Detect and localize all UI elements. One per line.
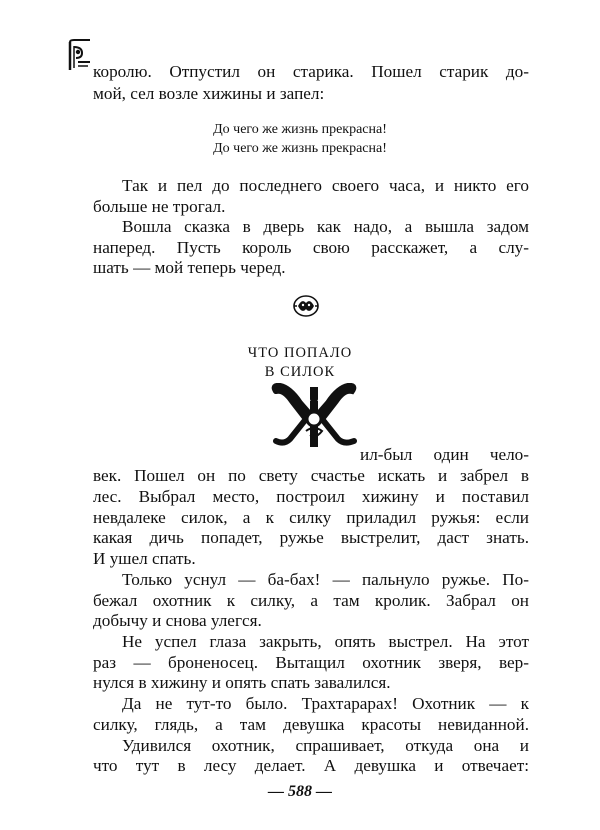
text-line: век. Пошел он по свету счастье искать и забрел в bbox=[93, 466, 529, 485]
story-title-line-1: ЧТО ПОПАЛО bbox=[247, 345, 353, 361]
text-line: больше не трогал. bbox=[93, 197, 226, 216]
text-line: Не успел глаза закрыть, опять выстрел. На этот bbox=[122, 632, 529, 651]
text-line: ил-был один чело- bbox=[360, 445, 529, 464]
text-line: какая дичь попадет, ружье выстрелит, даст знать. bbox=[93, 528, 529, 547]
text-line: И ушел спать. bbox=[93, 549, 196, 568]
text-line: шать — мой теперь черед. bbox=[93, 258, 286, 277]
text-line: королю. Отпустил он старика. Пошел старик до- bbox=[93, 62, 529, 81]
text-line: Удивился охотник, спрашивает, откуда она и bbox=[122, 736, 529, 755]
text-line: Только уснул — ба-бах! — пальнуло ружье. По- bbox=[122, 570, 529, 589]
text-line: лес. Выбрал место, построил хижину и поставил bbox=[93, 487, 529, 506]
drop-cap-letter: Ж bbox=[270, 383, 271, 384]
poem-line: До чего же жизнь прекрасна! bbox=[213, 122, 387, 137]
text-line: Да не тут-то было. Трахтарарах! Охотник — к bbox=[122, 694, 529, 713]
text-line: бежал охотник к силку, а там кролик. Забрал он bbox=[93, 591, 529, 610]
text-line: силку, глядь, а там девушка красоты невиданной. bbox=[93, 715, 529, 734]
text-line: Вошла сказка в дверь как надо, а вышла задом bbox=[122, 217, 529, 236]
page-number: — 588 — bbox=[268, 783, 332, 800]
text-line: Так и пел до последнего своего часа, и никто его bbox=[122, 176, 529, 195]
poem-line: До чего же жизнь прекрасна! bbox=[213, 141, 387, 156]
text-line: добычу и снова улегся. bbox=[93, 611, 262, 630]
text-line: что тут в лесу делает. А девушка и отвечает: bbox=[93, 756, 529, 775]
story-title-line-2: В СИЛОК bbox=[264, 364, 336, 380]
text-line: нулся в хижину и опять спать завалился. bbox=[93, 673, 391, 692]
text-line: наперед. Пусть король свою расскажет, а слу- bbox=[93, 238, 529, 257]
corner-ornament-icon bbox=[66, 38, 94, 72]
text-line: мой, сел возле хижины и запел: bbox=[93, 84, 325, 103]
section-ornament-icon bbox=[292, 294, 320, 318]
text-line: раз — броненосец. Вытащил охотник зверя, вер- bbox=[93, 653, 529, 672]
text-line: невдалеке силок, а к силку приладил ружья: если bbox=[93, 508, 529, 527]
drop-cap-zhe-icon bbox=[270, 383, 358, 449]
